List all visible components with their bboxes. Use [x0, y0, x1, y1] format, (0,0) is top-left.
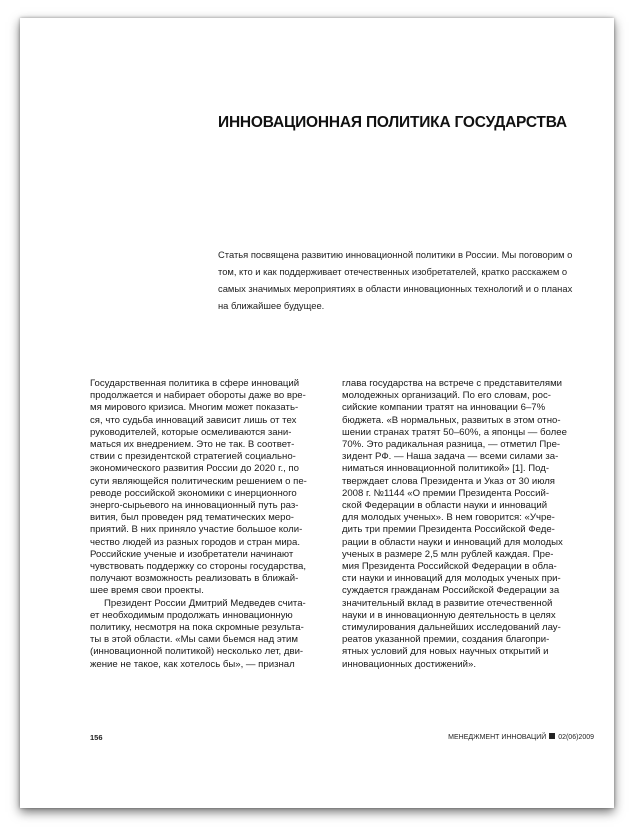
- text-line: шении странах тратят 50–60%, а японцы — более: [342, 426, 567, 438]
- text-line: жение не такое, как хотелось бы», — признал: [90, 658, 295, 670]
- text-line: рации в области науки и инноваций для молодых: [342, 536, 563, 548]
- text-line: реводе российской экономики с инерционного: [90, 487, 297, 499]
- text-line: ет необходимым продолжать инновационную: [90, 609, 293, 621]
- lead-line: самых значимых мероприятиях в области инновационных технологий и о планах: [218, 283, 573, 294]
- issue-number: 02(06)2009: [558, 734, 594, 741]
- text-line: глава государства на встрече с представителями: [342, 378, 563, 389]
- text-line: дить три премии Президента Российской Феде-: [342, 524, 555, 536]
- square-bullet-icon: [549, 733, 555, 739]
- text-line: ской Федерации в области науки и инноваций: [342, 500, 548, 512]
- text-line: (инновационной политикой) несколько лет, дви-: [90, 646, 304, 658]
- text-line: ты в этой области. «Мы сами бьемся над этим: [90, 634, 298, 646]
- body-column-left: [90, 378, 317, 671]
- journal-name: МЕНЕДЖМЕНТ ИННОВАЦИЙ: [448, 734, 547, 741]
- text-line: ятных условий для новых научных открытий и: [342, 646, 549, 658]
- lead-line: том, кто и как поддерживает отечественных изобретателей, кратко расскажем о: [218, 266, 568, 277]
- text-line: политику, несмотря на пока скромные результа-: [90, 622, 304, 634]
- text-line: сийские компании тратят на инновации 6–7%: [342, 402, 546, 414]
- text-line: приятий. В них приняло участие большое коли-: [90, 524, 303, 536]
- text-line: Президент России Дмитрий Медведев счита-: [104, 597, 306, 609]
- text-line: вития, был проведен ряд тематических меро-: [90, 512, 294, 524]
- text-line: чество людей из разных городов и стран мира.: [90, 536, 301, 548]
- text-line: тверждает слова Президента и Указ от 30 июля: [342, 475, 555, 487]
- text-line: бюджета. «В нормальных, развитых в этом отно-: [342, 414, 561, 426]
- lead-line: Статья посвящена развитию инновационной политики в России. Мы поговорим о: [218, 249, 573, 260]
- text-line: энерго-сырьевого на инновационный путь раз-: [90, 500, 299, 512]
- text-line: инновационных достижений».: [342, 658, 477, 670]
- text-line: для молодых ученых». В нем говорится: «Учре-: [342, 512, 555, 524]
- text-line: значительный вклад в развитие отечественной: [342, 597, 553, 609]
- running-footer: [448, 733, 594, 741]
- text-line: мя мирового кризиса. Многим может показать-: [90, 402, 299, 414]
- text-line: ниматься инновационной политикой» [1]. Под-: [342, 463, 550, 475]
- text-line: науки и в инновационную деятельность в целях: [342, 609, 556, 621]
- text-line: 2008 г. №1144 «О премии Президента Россий-: [342, 487, 550, 499]
- text-line: 70%. Это радикальная разница, — отметил Пре-: [342, 439, 561, 451]
- text-line: ствии с президентской стратегией социально-: [90, 451, 296, 463]
- text-line: шее время свои проекты.: [90, 585, 204, 597]
- page-number: 156: [90, 733, 103, 742]
- text-line: молодежных организаций. По его словам, рос-: [342, 390, 551, 402]
- text-line: экономического развития России до 2020 г., по: [90, 463, 299, 475]
- text-line: сти науки и инноваций для молодых ученых при-: [342, 573, 561, 585]
- text-line: зидент РФ. — Наша задача — всеми силами за-: [342, 451, 559, 463]
- text-line: маться их внедрением. Это не так. В соответ-: [90, 439, 295, 451]
- text-line: сути являющейся политическим решением о пе-: [90, 475, 307, 487]
- text-line: руководителей, которые осмеливаются зани-: [90, 426, 292, 438]
- text-line: чувствовать поддержку со стороны государства,: [90, 561, 307, 573]
- text-line: продолжается и набирает обороты даже во вре-: [90, 390, 306, 402]
- text-line: суждается гражданам Российской Федерации за: [342, 585, 560, 597]
- text-line: Российские ученые и изобретатели начинают: [90, 548, 294, 560]
- lead-line: на ближайшее будущее.: [218, 300, 325, 311]
- text-line: Государственная политика в сфере инноваций: [90, 378, 300, 389]
- article-title: ИННОВАЦИОННАЯ ПОЛИТИКА ГОСУДАРСТВА: [218, 114, 567, 131]
- text-line: ученых в размере 2,5 млн рублей каждая. Пре-: [342, 548, 554, 560]
- text-line: стимулирования дальнейших исследований лау-: [342, 622, 561, 634]
- article-lead: [218, 246, 593, 314]
- text-line: мия Президента Российской Федерации в обла-: [342, 561, 557, 573]
- text-line: ся, что судьба инноваций зависит лишь от тех: [90, 414, 297, 426]
- page-sheet: [20, 18, 614, 808]
- body-column-right: [342, 378, 569, 671]
- text-line: реатов указанной премии, создания благопри-: [342, 634, 550, 646]
- text-line: получают возможность реализовать в ближай-: [90, 573, 299, 585]
